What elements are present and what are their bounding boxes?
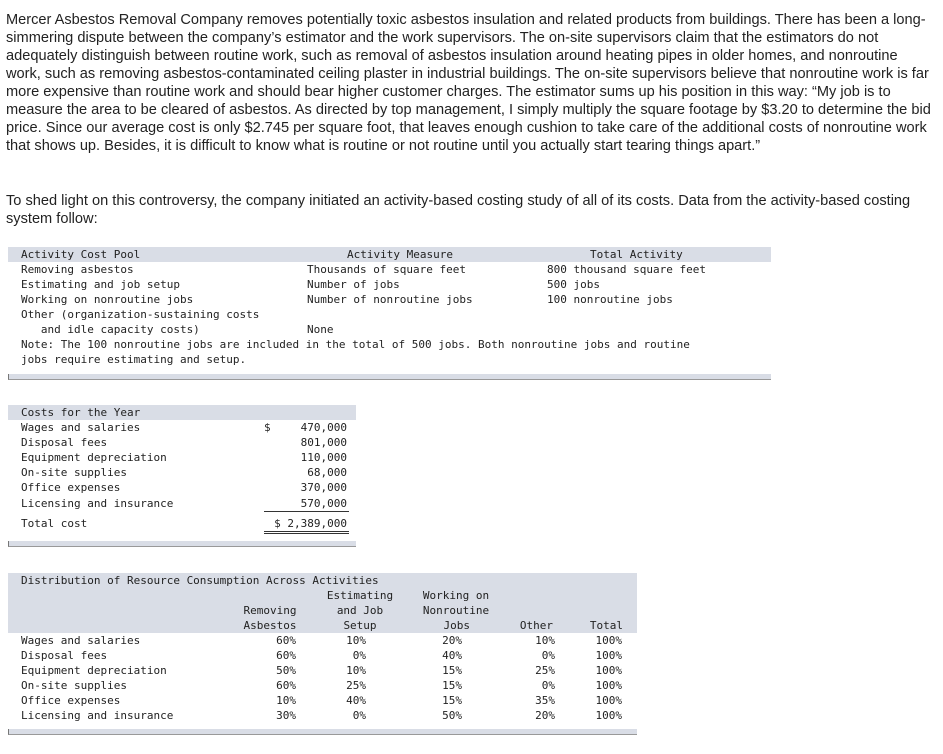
col-header-estimating: and Job bbox=[336, 604, 384, 617]
distribution-cell: 0% bbox=[541, 679, 555, 692]
activity-note: Note: The 100 nonroutine jobs are included in the total of 500 jobs. Both nonroutine jobs and routine bbox=[21, 338, 690, 351]
distribution-row-label: Equipment depreciation bbox=[21, 664, 167, 677]
col-header-removing: Removing bbox=[243, 604, 297, 617]
total-cost-label: Total cost bbox=[21, 517, 88, 530]
distribution-cell: 10% bbox=[346, 664, 366, 677]
col-header-nonroutine: Nonroutine bbox=[422, 604, 490, 617]
activity-row-measure: Number of nonroutine jobs bbox=[307, 293, 473, 306]
distribution-cell: 60% bbox=[276, 679, 296, 692]
distribution-cell: 10% bbox=[276, 694, 296, 707]
distribution-cell: 60% bbox=[276, 634, 296, 647]
total-cost-value: $ 2,389,000 bbox=[274, 517, 347, 530]
subtotal-rule bbox=[264, 511, 349, 512]
distribution-cell: 0% bbox=[352, 709, 366, 722]
cost-value: 470,000 bbox=[300, 421, 347, 434]
distribution-cell: 25% bbox=[535, 664, 555, 677]
cost-value: 801,000 bbox=[300, 436, 347, 449]
distribution-cell: 25% bbox=[346, 679, 366, 692]
distribution-row-label: Licensing and insurance bbox=[21, 709, 174, 722]
cost-value: 570,000 bbox=[300, 497, 347, 510]
header-total-activity: Total Activity bbox=[590, 248, 683, 261]
activity-note: jobs require estimating and setup. bbox=[21, 353, 247, 366]
total-double-rule bbox=[264, 533, 349, 534]
activity-row-pool: Other (organization-sustaining costs bbox=[21, 308, 260, 321]
activity-row-measure: Thousands of square feet bbox=[307, 263, 466, 276]
distribution-cell: 15% bbox=[442, 694, 462, 707]
col-header-total: Total bbox=[589, 619, 623, 632]
distribution-row-label: On-site supplies bbox=[21, 679, 127, 692]
activity-row-pool: Estimating and job setup bbox=[21, 278, 180, 291]
cost-label: Equipment depreciation bbox=[21, 451, 167, 464]
distribution-cell: 20% bbox=[442, 634, 462, 647]
col-header-removing: Asbestos bbox=[243, 619, 297, 632]
table-bottom-bar bbox=[8, 374, 771, 380]
table-bottom-bar bbox=[8, 541, 356, 547]
total-double-rule bbox=[264, 531, 349, 532]
cost-value: 370,000 bbox=[300, 481, 347, 494]
distribution-cell: 10% bbox=[346, 634, 366, 647]
problem-paragraph: Mercer Asbestos Removal Company removes potentially toxic asbestos insulation and related products from buildings. There has been a long-simmering dispute between the company’s estimator and the work supervisors. The on-site supervisors claim that the estimators do not adequately distinguish between routine work, such as removal of asbestos insulation around heating pipes in older homes, and nonroutine work, such as removing asbestos-contaminated ceiling plaster in industrial buildings. The on-site supervisors believe that nonroutine work is far more expensive than routine work and should bear higher customer charges. The estimator sums up his position in this way: “My job is to measure the area to be cleared of asbestos. As directed by top management, I simply multiply the square footage by $3.20 to determine the bid price. Since our average cost is only $2.745 per square foot, that leaves enough cushion to take care of the additional costs of nonroutine work that shows up. Besides, it is difficult to know what is routine or not routine until you actually start tearing things apart.” bbox=[6, 12, 931, 154]
activity-row-pool: Removing asbestos bbox=[21, 263, 134, 276]
distribution-cell: 35% bbox=[535, 694, 555, 707]
col-header-nonroutine: Working on bbox=[422, 589, 490, 602]
activity-row-pool: and idle capacity costs) bbox=[21, 323, 200, 336]
activity-row-total: 100 nonroutine jobs bbox=[547, 293, 673, 306]
distribution-cell: 40% bbox=[346, 694, 366, 707]
distribution-cell: 20% bbox=[535, 709, 555, 722]
distribution-cell: 100% bbox=[595, 709, 622, 722]
costs-title: Costs for the Year bbox=[21, 406, 141, 419]
activity-row-measure: Number of jobs bbox=[307, 278, 400, 291]
activity-row-total: 500 jobs bbox=[547, 278, 600, 291]
cost-label: Licensing and insurance bbox=[21, 497, 174, 510]
distribution-cell: 100% bbox=[595, 664, 622, 677]
col-header-estimating: Setup bbox=[343, 619, 377, 632]
activity-row-total: 800 thousand square feet bbox=[547, 263, 706, 276]
distribution-row-label: Wages and salaries bbox=[21, 634, 141, 647]
distribution-row-label: Disposal fees bbox=[21, 649, 108, 662]
distribution-cell: 0% bbox=[352, 649, 366, 662]
distribution-cell: 50% bbox=[442, 709, 462, 722]
distribution-cell: 100% bbox=[595, 679, 622, 692]
activity-row-measure: None bbox=[307, 323, 334, 336]
table-bottom-bar bbox=[8, 729, 637, 735]
intro-paragraph: To shed light on this controversy, the company initiated an activity-based costing study of all of its costs. Data from the activity-based costing system follow: bbox=[6, 193, 911, 227]
distribution-cell: 15% bbox=[442, 679, 462, 692]
distribution-cell: 100% bbox=[595, 634, 622, 647]
header-activity-cost-pool: Activity Cost Pool bbox=[21, 248, 141, 261]
activity-row-pool: Working on nonroutine jobs bbox=[21, 293, 194, 306]
cost-label: On-site supplies bbox=[21, 466, 127, 479]
distribution-cell: 15% bbox=[442, 664, 462, 677]
distribution-cell: 0% bbox=[541, 649, 555, 662]
distribution-cell: 100% bbox=[595, 649, 622, 662]
distribution-cell: 50% bbox=[276, 664, 296, 677]
cost-label: Office expenses bbox=[21, 481, 121, 494]
distribution-cell: 60% bbox=[276, 649, 296, 662]
cost-value: 68,000 bbox=[307, 466, 347, 479]
col-header-other: Other bbox=[519, 619, 553, 632]
distribution-cell: 40% bbox=[442, 649, 462, 662]
cost-label: Wages and salaries bbox=[21, 421, 141, 434]
distribution-title: Distribution of Resource Consumption Across Activities bbox=[21, 574, 379, 587]
col-header-nonroutine: Jobs bbox=[443, 619, 470, 632]
distribution-cell: 30% bbox=[276, 709, 296, 722]
distribution-cell: 100% bbox=[595, 694, 622, 707]
distribution-row-label: Office expenses bbox=[21, 694, 121, 707]
col-header-estimating: Estimating bbox=[326, 589, 394, 602]
distribution-cell: 10% bbox=[535, 634, 555, 647]
cost-label: Disposal fees bbox=[21, 436, 108, 449]
cost-value: 110,000 bbox=[300, 451, 347, 464]
header-activity-measure: Activity Measure bbox=[347, 248, 453, 261]
currency-symbol: $ bbox=[264, 421, 271, 434]
